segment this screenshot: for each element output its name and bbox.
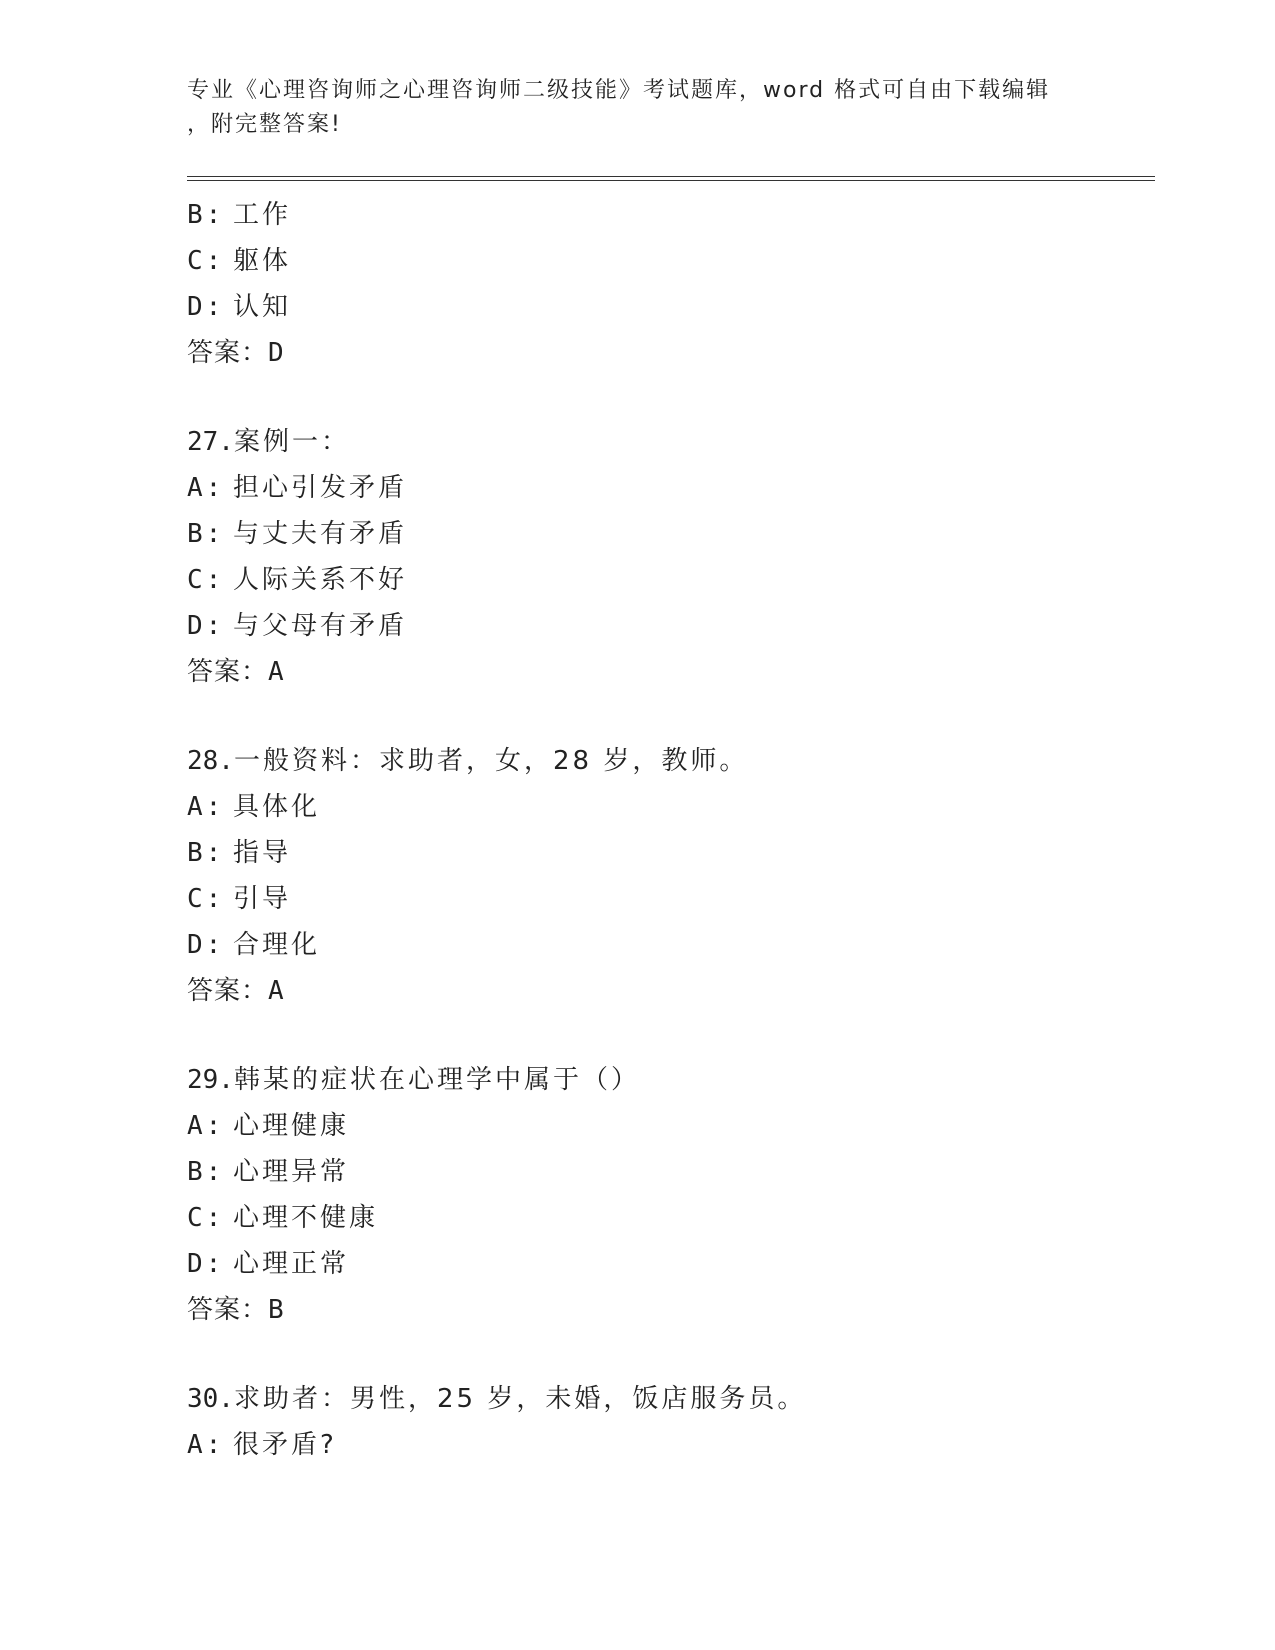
document-header <box>187 74 1087 142</box>
question-stem <box>187 1376 1155 1422</box>
option-text: 很矛盾? <box>233 1430 337 1460</box>
question-stem <box>187 1057 1155 1103</box>
option-text: 心理不健康 <box>233 1203 379 1233</box>
header-divider-bottom <box>187 180 1155 181</box>
option-letter: D: <box>187 292 225 322</box>
option-text: 躯体 <box>233 246 292 276</box>
question-number: 29. <box>187 1065 234 1095</box>
option-row <box>187 1241 1155 1287</box>
option-row <box>187 284 1155 330</box>
option-letter: C: <box>187 1203 225 1233</box>
header-divider-top <box>187 176 1155 177</box>
option-row <box>187 557 1155 603</box>
option-row <box>187 876 1155 922</box>
question-number: 28. <box>187 746 234 776</box>
option-letter: A: <box>187 1430 225 1460</box>
question-number: 27. <box>187 427 234 457</box>
option-text: 人际关系不好 <box>233 565 408 595</box>
answer-label: 答案： <box>187 976 269 1006</box>
answer-value: A <box>268 976 285 1006</box>
option-letter: D: <box>187 1249 225 1279</box>
option-letter: A: <box>187 792 225 822</box>
option-row <box>187 603 1155 649</box>
option-row <box>187 238 1155 284</box>
option-letter: D: <box>187 611 225 641</box>
option-letter: B: <box>187 838 225 868</box>
question-partial <box>187 192 1155 376</box>
option-letter: D: <box>187 930 225 960</box>
option-row <box>187 511 1155 557</box>
question-stem <box>187 419 1155 465</box>
option-text: 担心引发矛盾 <box>233 473 408 503</box>
answer-value: A <box>268 657 285 687</box>
option-text: 指导 <box>233 838 292 868</box>
answer-label: 答案： <box>187 1295 269 1325</box>
question-text: 案例一： <box>233 427 350 457</box>
option-letter: A: <box>187 473 225 503</box>
header-line-2: ，附完整答案! <box>187 112 342 137</box>
answer-label: 答案： <box>187 338 269 368</box>
question-text: 韩某的症状在心理学中属于（） <box>233 1065 640 1095</box>
option-text: 心理正常 <box>233 1249 350 1279</box>
answer-row <box>187 1287 1155 1333</box>
question-list <box>187 192 1155 1468</box>
option-text: 引导 <box>233 884 292 914</box>
option-letter: C: <box>187 246 225 276</box>
option-text: 认知 <box>233 292 292 322</box>
question-27 <box>187 419 1155 695</box>
answer-value: B <box>268 1295 285 1325</box>
question-number: 30. <box>187 1384 234 1414</box>
option-text: 与父母有矛盾 <box>233 611 408 641</box>
option-letter: B: <box>187 200 225 230</box>
option-row <box>187 192 1155 238</box>
question-text: 求助者：男性，25 岁，未婚，饭店服务员。 <box>233 1384 807 1414</box>
option-letter: B: <box>187 519 225 549</box>
option-letter: C: <box>187 884 225 914</box>
option-row <box>187 1103 1155 1149</box>
option-letter: A: <box>187 1111 225 1141</box>
option-row <box>187 1195 1155 1241</box>
option-row <box>187 784 1155 830</box>
question-29 <box>187 1057 1155 1333</box>
answer-value: D <box>268 338 285 368</box>
option-text: 心理异常 <box>233 1157 350 1187</box>
option-row <box>187 830 1155 876</box>
question-stem <box>187 738 1155 784</box>
option-letter: B: <box>187 1157 225 1187</box>
option-text: 工作 <box>233 200 292 230</box>
option-letter: C: <box>187 565 225 595</box>
option-row <box>187 465 1155 511</box>
option-text: 具体化 <box>233 792 321 822</box>
option-text: 合理化 <box>233 930 321 960</box>
answer-row <box>187 649 1155 695</box>
option-row <box>187 922 1155 968</box>
question-text: 一般资料：求助者，女，28 岁，教师。 <box>233 746 749 776</box>
option-row <box>187 1149 1155 1195</box>
question-30 <box>187 1376 1155 1468</box>
option-row <box>187 1422 1155 1468</box>
answer-row <box>187 330 1155 376</box>
question-28 <box>187 738 1155 1014</box>
answer-label: 答案： <box>187 657 269 687</box>
header-line-1: 专业《心理咨询师之心理咨询师二级技能》考试题库，word 格式可自由下载编辑 <box>187 78 1051 103</box>
option-text: 心理健康 <box>233 1111 350 1141</box>
option-text: 与丈夫有矛盾 <box>233 519 408 549</box>
answer-row <box>187 968 1155 1014</box>
